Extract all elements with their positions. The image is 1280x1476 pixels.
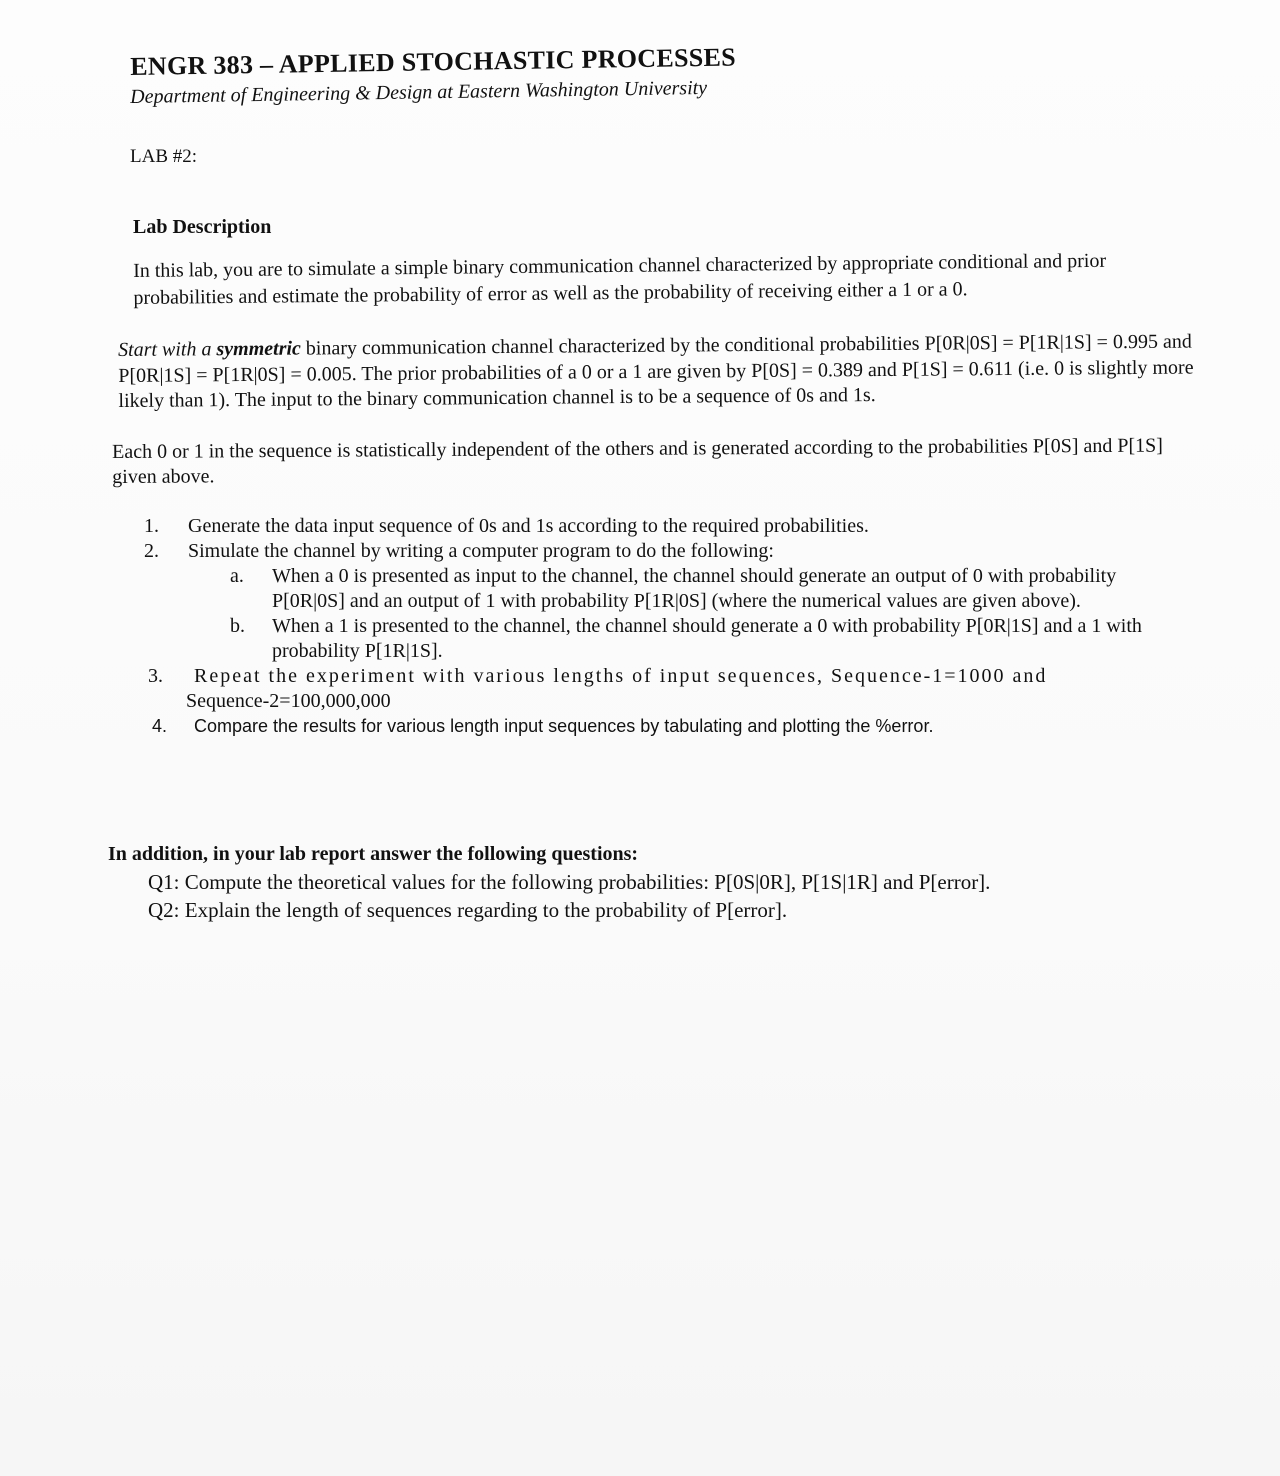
list-item bbox=[140, 564, 1180, 614]
course-title: ENGR 383 – APPLIED STOCHASTIC PROCESSES bbox=[130, 42, 737, 81]
questions-block bbox=[108, 840, 1208, 924]
steps-list bbox=[140, 514, 1180, 739]
step-number: 3. bbox=[148, 665, 163, 687]
independence-paragraph: Each 0 or 1 in the sequence is statistically independent of the others and is generated according to the probabilities P[0S] and P[1S] given above. bbox=[112, 434, 1163, 488]
channel-paragraph bbox=[118, 330, 1199, 415]
list-item bbox=[140, 714, 1180, 739]
step-text: Compare the results for various length input sequences by tabulating and plotting the %error. bbox=[194, 716, 934, 736]
section-heading: Lab Description bbox=[133, 216, 272, 238]
list-item bbox=[140, 514, 1180, 539]
questions-heading: In addition, in your lab report answer the following questions: bbox=[108, 843, 639, 865]
step-text: Simulate the channel by writing a computer program to do the following: bbox=[188, 540, 774, 562]
lab-number: LAB #2: bbox=[130, 146, 198, 167]
step-text: Generate the data input sequence of 0s and 1s according to the required probabilities. bbox=[188, 515, 869, 537]
question-2: Q2: Explain the length of sequences regarding to the probability of P[error]. bbox=[148, 898, 788, 922]
department-subtitle: Department of Engineering & Design at Eastern Washington University bbox=[130, 76, 708, 108]
channel-paragraph-start: Start with a bbox=[118, 338, 217, 361]
list-item bbox=[140, 614, 1180, 664]
step-number: 1. bbox=[144, 515, 159, 537]
step-number: 2. bbox=[144, 540, 159, 562]
substep-text: When a 0 is presented as input to the channel, the channel should generate an output of 0 with probability P[0R|0S] and an output of 1 with probability P[1R|0S] (where the numerical values are given above). bbox=[272, 565, 1117, 612]
step-text: Repeat the experiment with various lengths of input sequences, Sequence-1=1000 and bbox=[194, 665, 1048, 687]
symmetric-emphasis: symmetric bbox=[216, 337, 301, 361]
list-item bbox=[140, 539, 1180, 564]
substep-text: When a 1 is presented to the channel, the channel should generate a 0 with probability P[0R|1S] and a 1 with probability P[1R|1S]. bbox=[272, 615, 1142, 662]
question-1: Q1: Compute the theoretical values for the following probabilities: P[0S|0R], P[1S|1R] and P[error]. bbox=[148, 870, 991, 894]
step-text-continued: Sequence-2=100,000,000 bbox=[186, 690, 391, 712]
substep-letter: b. bbox=[230, 615, 245, 637]
list-item bbox=[140, 664, 1180, 714]
substep-letter: a. bbox=[230, 565, 244, 587]
step-number: 4. bbox=[152, 716, 168, 736]
channel-paragraph-rest: binary communication channel characterized by the conditional probabilities P[0R|0S] = P[1R|1S] = 0.995 and P[0R|1S] = P[1R|0S] = 0.005. The prior probabilities of a 0 or a 1 are given by P[0S] = 0.389 and P[1S] = 0.611 (i.e. 0 is slightly more likely than 1). The input to the binary communication channel is to be a sequence of 0s and 1s. bbox=[118, 330, 1194, 412]
intro-paragraph: In this lab, you are to simulate a simple binary communication channel characterized by appropriate conditional and prior probabilities and estimate the probability of error as well as the probability of receiving either a 1 or a 0. bbox=[133, 249, 1107, 309]
